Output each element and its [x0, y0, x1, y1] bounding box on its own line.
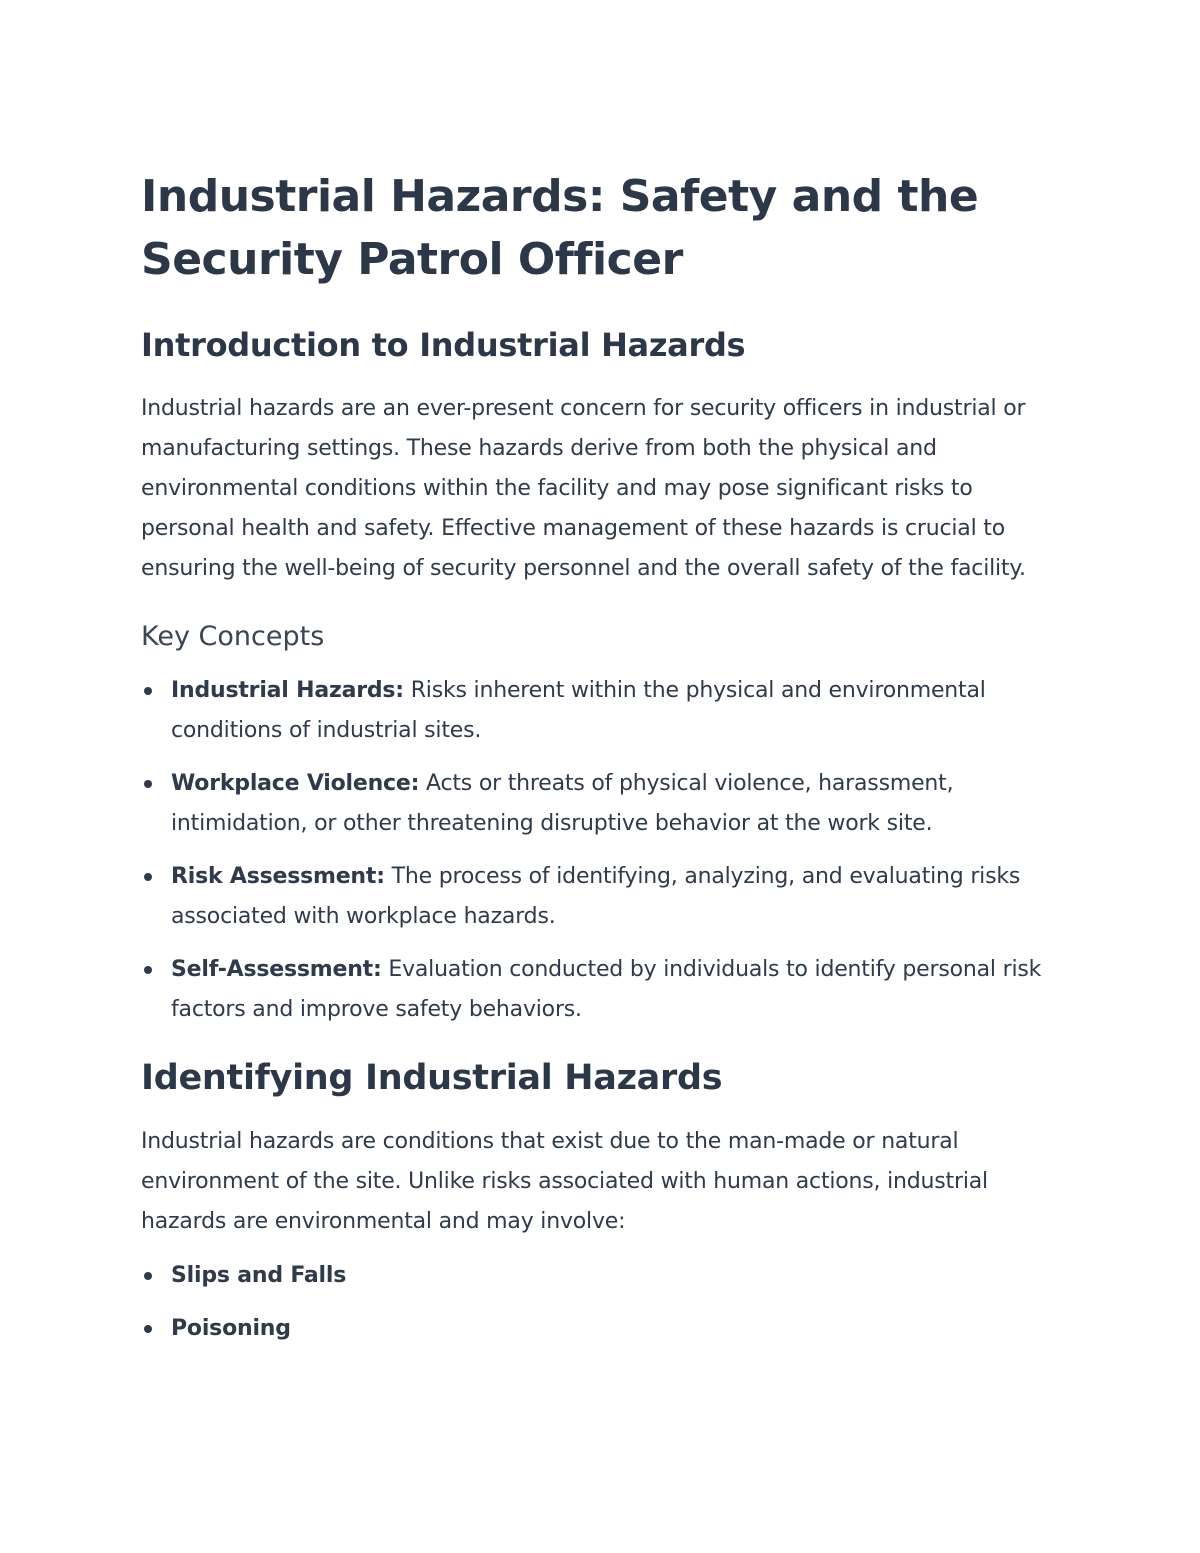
concept-term: Industrial Hazards:	[171, 678, 404, 703]
hazard-term: Poisoning	[171, 1316, 291, 1341]
hazard-term: Slips and Falls	[171, 1263, 347, 1288]
list-item	[141, 764, 1065, 844]
list-item	[141, 857, 1065, 937]
list-item	[141, 1309, 1065, 1349]
bullet-icon	[144, 873, 152, 881]
intro-paragraph: Industrial hazards are an ever-present concern for security officers in industrial or manufacturing settings. These hazards derive from both the physical and environmental conditions within the facility and may pose significant risks to personal health and safety. Effective management of these hazards is crucial to ensuring the well-being of security personnel and the overall safety of the facility.	[141, 396, 1026, 581]
hazard-list	[141, 1256, 1065, 1349]
concept-term: Workplace Violence:	[171, 771, 420, 796]
concept-term: Self-Assessment:	[171, 957, 382, 982]
page-title: Industrial Hazards: Safety and the Security Patrol Officer	[141, 171, 979, 285]
concept-definition: Evaluation conducted by individuals to identify personal risk factors and improve safety behaviors.	[171, 957, 1042, 1022]
subheading-key-concepts: Key Concepts	[141, 621, 325, 652]
concept-definition: Risks inherent within the physical and environmental conditions of industrial sites.	[171, 678, 986, 743]
bullet-icon	[144, 780, 152, 788]
list-item	[141, 950, 1065, 1030]
bullet-icon	[144, 687, 152, 695]
concept-definition: Acts or threats of physical violence, harassment, intimidation, or other threatening disruptive behavior at the work site.	[171, 771, 954, 836]
identifying-paragraph: Industrial hazards are conditions that exist due to the man-made or natural environment of the site. Unlike risks associated with human actions, industrial hazards are environmental and may involve:	[141, 1129, 988, 1234]
key-concepts-list	[141, 671, 1065, 1030]
bullet-icon	[144, 1325, 152, 1333]
bullet-icon	[144, 1272, 152, 1280]
section-heading-intro: Introduction to Industrial Hazards	[141, 326, 746, 364]
section-heading-identifying: Identifying Industrial Hazards	[141, 1058, 723, 1098]
bullet-icon	[144, 966, 152, 974]
concept-term: Risk Assessment:	[171, 864, 385, 889]
list-item	[141, 1256, 1065, 1296]
concept-definition: The process of identifying, analyzing, and evaluating risks associated with workplace hazards.	[171, 864, 1021, 929]
list-item	[141, 671, 1065, 751]
